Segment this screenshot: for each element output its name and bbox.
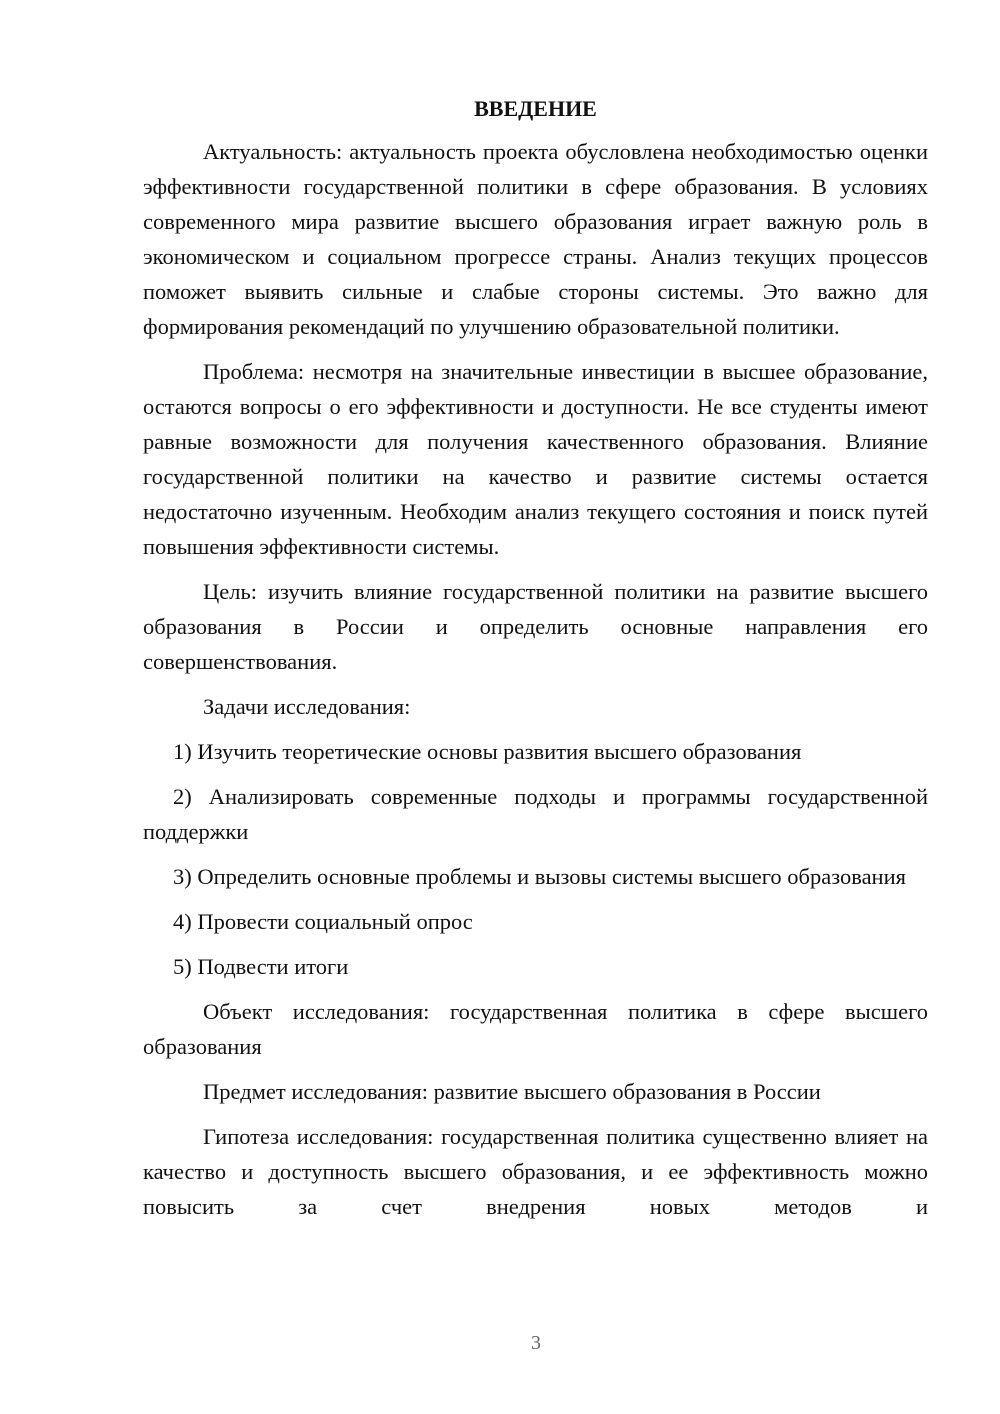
hypothesis-paragraph: Гипотеза исследования: государственная политика существенно влияет на качество и доступность высшего образования, и ее эффективность можно повысить за счет внедрения новых методов и (143, 1124, 928, 1219)
object-paragraph: Объект исследования: государственная политика в сфере высшего образования (143, 999, 928, 1059)
subject-paragraph: Предмет исследования: развитие высшего образования в России (203, 1079, 821, 1104)
task-item-3: 3) Определить основные проблемы и вызовы системы высшего образования (173, 864, 906, 889)
goal-paragraph: Цель: изучить влияние государственной политики на развитие высшего образования в России и определить основные направления его совершенствования. (143, 579, 928, 674)
document-page (143, 92, 928, 1234)
task-item-4: 4) Провести социальный опрос (173, 909, 473, 934)
task-item-2: 2) Анализировать современные подходы и программы государственной поддержки (143, 784, 928, 844)
tasks-heading: Задачи исследования: (203, 694, 411, 719)
relevance-paragraph: Актуальность: актуальность проекта обусловлена необходимостью оценки эффективности государственной политики в сфере образования. В условиях современного мира развитие высшего образования играет важную роль в экономическом и социальном прогрессе страны. Анализ текущих процессов поможет выявить сильные и слабые стороны системы. Это важно для формирования рекомендаций по улучшению образовательной политики. (143, 139, 928, 339)
page-number: 3 (531, 1332, 541, 1354)
problem-paragraph: Проблема: несмотря на значительные инвестиции в высшее образование, остаются вопросы о его эффективности и доступности. Не все студенты имеют равные возможности для получения качественного образования. Влияние государственной политики на качество и развитие системы остается недостаточно изученным. Необходим анализ текущего состояния и поиск путей повышения эффективности системы. (143, 359, 928, 559)
page-title: ВВЕДЕНИЕ (474, 96, 597, 121)
task-item-5: 5) Подвести итоги (173, 954, 349, 979)
task-item-1: 1) Изучить теоретические основы развития высшего образования (173, 739, 802, 764)
